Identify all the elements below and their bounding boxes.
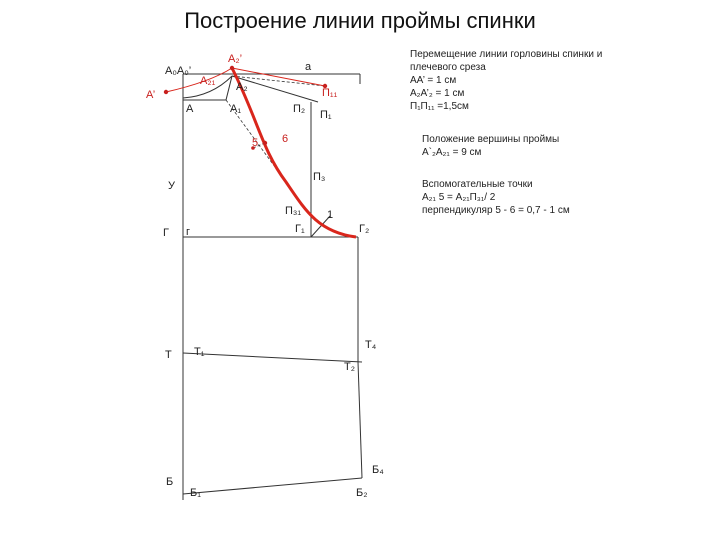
note-line: А`₂А₂₁ = 9 см bbox=[422, 147, 482, 158]
label-5: 5 bbox=[252, 137, 259, 149]
label-6: 6 bbox=[282, 133, 289, 145]
page-title: Построение линии проймы спинки bbox=[184, 8, 536, 33]
label-a0a0: А₀А₀’ bbox=[165, 65, 192, 77]
hem-line bbox=[183, 478, 362, 494]
waist-line bbox=[183, 353, 362, 362]
note-line: плечевого среза bbox=[410, 62, 486, 73]
label-A: А bbox=[186, 103, 194, 115]
note-line: Положение вершины проймы bbox=[422, 134, 560, 145]
label-p3: П₃ bbox=[313, 171, 326, 183]
construction-lines bbox=[183, 74, 362, 500]
side-seam-lower bbox=[358, 362, 362, 478]
note-line: перпендикуляр 5 - 6 = 0,7 - 1 см bbox=[422, 205, 570, 216]
label-b4: Б₄ bbox=[372, 464, 384, 476]
label-p31: П₃₁ bbox=[285, 205, 302, 217]
label-g: Г bbox=[163, 227, 169, 239]
label-p11: П₁₁ bbox=[322, 87, 338, 99]
label-b: Б bbox=[166, 476, 174, 488]
note-line: П₁П₁₁ =1,5см bbox=[410, 101, 469, 112]
label-t4: Т₄ bbox=[365, 339, 377, 351]
label-b2: Б₂ bbox=[356, 487, 368, 499]
label-b1: Б₁ bbox=[190, 487, 201, 499]
label-g2: Г₂ bbox=[359, 223, 370, 235]
note-line: А₂₁ 5 = А₂₁П₃₁/ 2 bbox=[422, 192, 496, 203]
guide-lines bbox=[226, 76, 325, 208]
label-g1: Г₁ bbox=[295, 223, 305, 235]
a2-a1-line bbox=[226, 76, 232, 100]
label-g-small: г bbox=[186, 226, 191, 238]
note-line: Перемещение линии горловины спинки и bbox=[410, 49, 603, 60]
label-ap: А’ bbox=[146, 89, 156, 101]
label-t2: Т₂ bbox=[344, 361, 355, 373]
label-a2p: А₂’ bbox=[228, 53, 243, 65]
label-p1: П₁ bbox=[320, 109, 332, 121]
label-a: а bbox=[305, 61, 312, 73]
note-line: Вспомогательные точки bbox=[422, 179, 533, 190]
label-p2: П₂ bbox=[293, 103, 306, 115]
label-a1: А₁ bbox=[230, 103, 242, 115]
note-line: АА’ = 1 см bbox=[410, 75, 457, 86]
label-a21: А₂₁ bbox=[200, 75, 216, 87]
point-a2p bbox=[230, 66, 234, 70]
point-ap bbox=[164, 90, 168, 94]
label-u: У bbox=[168, 180, 175, 192]
label-a2: А₂ bbox=[236, 81, 248, 93]
note-line: А₂А’₂ = 1 см bbox=[410, 88, 465, 99]
point-6 bbox=[263, 141, 267, 145]
label-1: 1 bbox=[327, 209, 334, 221]
label-t: Т bbox=[165, 349, 172, 361]
label-t1: Т₁ bbox=[194, 346, 205, 358]
